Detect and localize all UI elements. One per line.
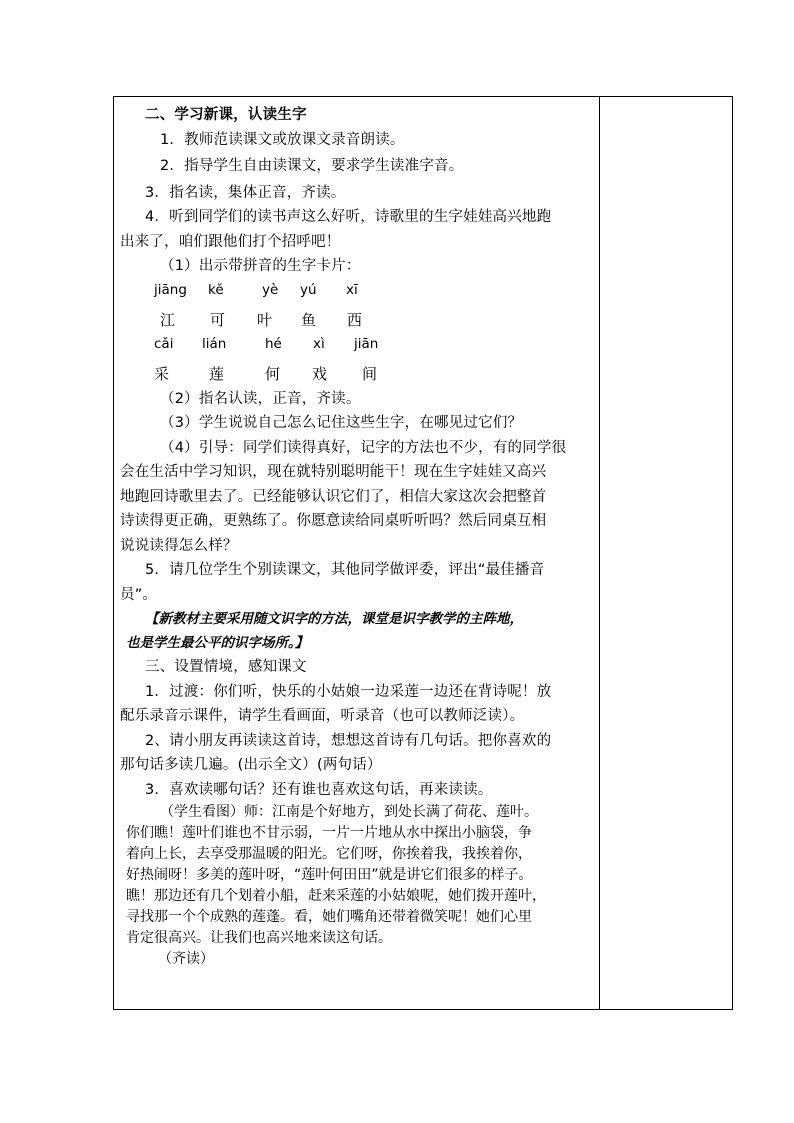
hanzi-row-1 (120, 306, 594, 333)
narration-line: （学生看图）师：江南是个好地方，到处长满了荷花、莲叶。 (160, 804, 538, 820)
section2-heading: 二、学习新课，认读生字 (145, 107, 307, 123)
hanzi: 鱼 (301, 310, 317, 329)
section2-line: 4．听到同学们的读书声这么好听，诗歌里的生字娃娃高兴地跑 (145, 209, 552, 225)
teaching-note: 也是学生最公平的识字场所。】 (126, 635, 309, 651)
section3-line: 配乐录音示课件，请学生看画面，听录音（也可以教师泛读）。 (120, 708, 525, 724)
pinyin-row-2 (120, 333, 594, 360)
section2-line: 2．指导学生自由读课文，要求学生读准字音。 (160, 158, 464, 174)
pinyin: hé (265, 335, 282, 352)
hanzi-row-2 (120, 360, 594, 387)
pinyin: xī (346, 281, 358, 298)
hanzi: 江 (160, 310, 176, 329)
pinyin: jiāng (154, 281, 187, 298)
pinyin: jiān (354, 335, 379, 352)
step-line: 5．请几位学生个别读课文，其他同学做评委，评出“最佳播音 (145, 562, 545, 578)
teaching-note: 【新教材主要采用随文识字的方法，课堂是识字教学的主阵地， (145, 611, 523, 627)
step-line: 员”。 (120, 586, 158, 603)
narration-line: 寻找那一个个成熟的莲蓬。看，她们嘴角还带着微笑呢！她们心里 (126, 909, 532, 925)
pinyin: xì (313, 335, 325, 352)
narration-line: 瞧！那边还有几个划着小船，赶来采莲的小姑娘呢，她们拨开莲叶， (126, 888, 546, 904)
section3-line: 2、请小朋友再读读这首诗，想想这首诗有几句话。把你喜欢的 (145, 732, 552, 749)
narration-line: 好热闹呀！多美的莲叶呀，“莲叶何田田”就是讲它们很多的样子。 (126, 867, 533, 883)
section2-line: 1．教师范读课文或放课文录音朗读。 (160, 131, 405, 148)
hanzi: 何 (265, 364, 281, 383)
step-line: 地跑回诗歌里去了。已经能够认识它们了，相信大家这次会把整首 (120, 488, 547, 505)
pinyin: kě (208, 281, 224, 298)
hanzi: 可 (210, 310, 226, 329)
hanzi: 叶 (257, 310, 273, 329)
section3-line: 3．喜欢读哪句话？还有谁也喜欢这句话，再来读读。 (145, 781, 493, 798)
step-line: （3）学生说说自己怎么记住这些生字，在哪见过它们？ (160, 415, 523, 431)
step-line: （2）指名认读，正音，齐读。 (160, 390, 361, 407)
step-line: （4）引导：同学们读得真好，记字的方法也不少，有的同学很 (160, 439, 567, 456)
section2-line: 3．指名读，集体正音，齐读。 (145, 184, 346, 201)
section2-line: 出来了，咱们跟他们打个招呼吧！ (120, 233, 341, 250)
narration-line: （齐读） (158, 951, 214, 967)
narration-line: 你们瞧！莲叶们谁也不甘示弱，一片一片地从水中探出小脑袋，争 (126, 825, 532, 841)
step-line: 说说读得怎么样？ (120, 537, 238, 554)
hanzi: 西 (347, 310, 363, 329)
step-line: 诗读得更正确，更熟练了。你愿意读给同桌听听吗？然后同桌互相 (120, 513, 547, 529)
hanzi: 戏 (312, 364, 328, 383)
column-divider (599, 97, 600, 1009)
section3-line: 那句话多读几遍。(出示全文）(两句话） (120, 757, 382, 773)
hanzi: 间 (362, 364, 378, 383)
section3-heading: 三、设置情境，感知课文 (145, 659, 307, 675)
section3-line: 1．过渡：你们听，快乐的小姑娘一边采莲一边还在背诗呢！放 (145, 683, 552, 700)
narration-line: 肯定很高兴。让我们也高兴地来读这句话。 (126, 930, 392, 946)
pinyin: lián (202, 335, 227, 352)
hanzi: 采 (154, 364, 170, 383)
pinyin: cǎi (154, 335, 174, 352)
pinyin: yè (262, 281, 279, 298)
section2-line: （1）出示带拼音的生字卡片： (160, 258, 361, 274)
lesson-plan-table (113, 96, 733, 1010)
step-line: 会在生活中学习知识，现在就特别聪明能干！现在生字娃娃又高兴 (120, 464, 547, 480)
pinyin-row-1 (120, 279, 594, 306)
narration-line: 着向上长，去享受那温暖的阳光。它们呀，你挨着我，我挨着你， (126, 846, 532, 862)
main-content-cell (120, 103, 594, 970)
hanzi: 莲 (209, 364, 225, 383)
pinyin: yú (300, 281, 317, 298)
